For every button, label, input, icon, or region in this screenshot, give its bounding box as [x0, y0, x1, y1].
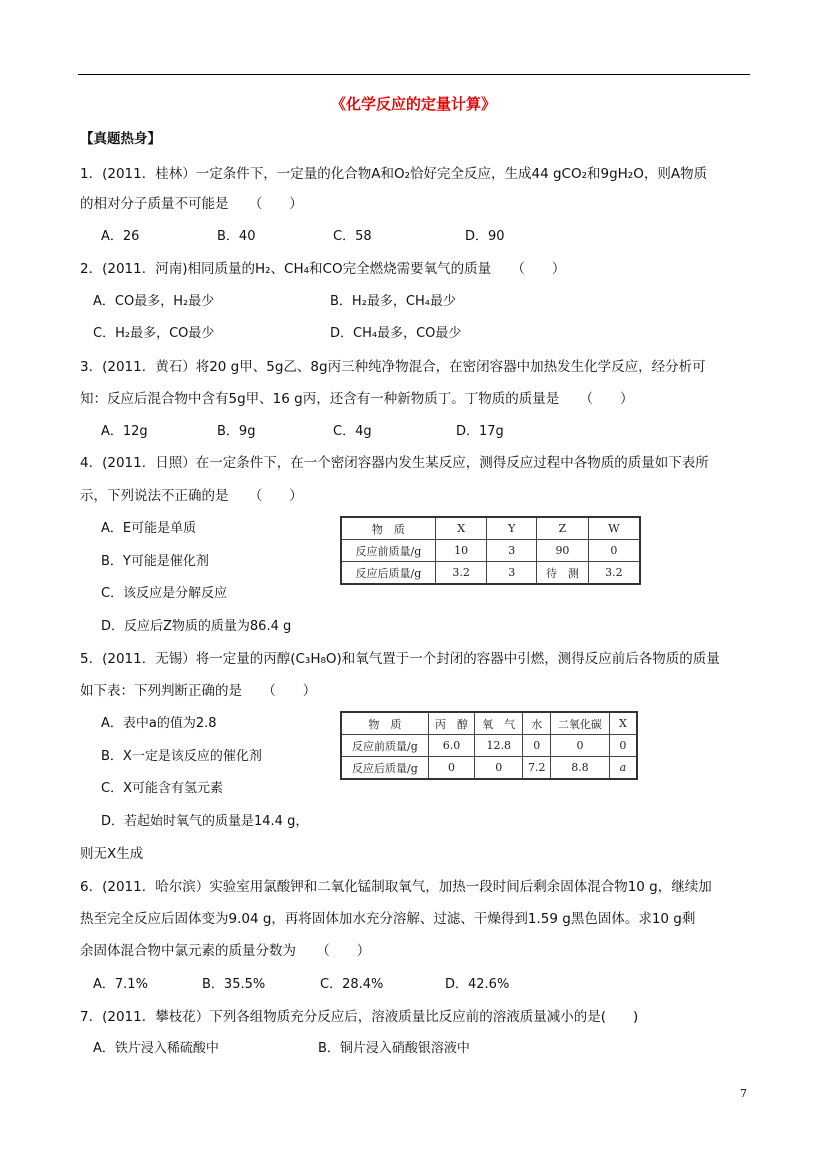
q6-option-d: D．42.6%: [445, 977, 510, 992]
table-cell: 待 测: [537, 562, 589, 585]
question-3-line-2: 知：反应后混合物中含有5g甲、16 g丙，还含有一种新物质丁。丁物质的质量是 （ ）: [80, 391, 634, 407]
table-header-row: [341, 712, 637, 735]
page-title: 《化学反应的定量计算》: [330, 95, 496, 113]
q1-option-a: A．26: [101, 229, 140, 244]
table-cell: 90: [537, 540, 589, 562]
q6-option-c: C．28.4%: [320, 977, 384, 992]
table-cell: 反应前质量/g: [341, 540, 435, 562]
q3-option-c: C．4g: [333, 424, 372, 439]
table-cell: 3: [487, 562, 537, 585]
table-cell: 0: [475, 757, 523, 780]
table-cell: W: [588, 517, 640, 540]
q5-option-b: B．X一定是该反应的催化剂: [101, 749, 262, 764]
table-cell: 0: [523, 735, 551, 757]
question-7-line-1: 7．(2011．攀枝花）下列各组物质充分反应后，溶液质量比反应前的溶液质量减小的是( ): [80, 1009, 639, 1025]
table-cell: 3.2: [435, 562, 487, 585]
question-1-line-2: 的相对分子质量不可能是 （ ）: [80, 196, 303, 212]
question-6-line-3: 余固体混合物中氯元素的质量分数为 （ ）: [80, 943, 371, 959]
q2-option-b: B．H₂最多，CH₄最少: [330, 294, 456, 309]
q7-option-a: A．铁片浸入稀硫酸中: [93, 1041, 219, 1056]
q5-option-a: A．表中a的值为2.8: [101, 716, 217, 731]
q2-option-d: D．CH₄最多，CO最少: [330, 326, 462, 341]
question-5-line-2: 如下表：下列判断正确的是 （ ）: [80, 683, 317, 699]
q4-option-b: B．Y可能是催化剂: [101, 554, 209, 569]
table-cell: 二氧化碳: [551, 712, 610, 735]
q4-option-d: D．反应后Z物质的质量为86.4 g: [101, 619, 292, 634]
table-cell: 物 质: [341, 517, 435, 540]
table-cell: 0: [551, 735, 610, 757]
table-header-row: [341, 517, 640, 540]
table-cell: 7.2: [523, 757, 551, 780]
question-2-line-1: 2．(2011．河南)相同质量的H₂、CH₄和CO完全燃烧需要氧气的质量 （ ）: [80, 261, 566, 277]
q5-option-c: C．X可能含有氢元素: [101, 781, 223, 796]
q6-option-a: A．7.1%: [93, 977, 148, 992]
table-row: [341, 540, 640, 562]
q4-option-a: A．E可能是单质: [101, 521, 197, 536]
q2-option-c: C．H₂最多，CO最少: [93, 326, 215, 341]
question-4-line-2: 示，下列说法不正确的是 （ ）: [80, 488, 303, 504]
header-rule: [78, 74, 750, 75]
table-cell: 物 质: [341, 712, 428, 735]
question-6-line-2: 热至完全反应后固体变为9.04 g，再将固体加水充分溶解、过滤、干燥得到1.59 g黑色固体。求10 g剩: [80, 911, 696, 927]
table-cell: 8.8: [551, 757, 610, 780]
table-cell: 12.8: [475, 735, 523, 757]
table-row: [341, 562, 640, 585]
q4-data-table: [340, 516, 641, 585]
table-cell: 3.2: [588, 562, 640, 585]
table-cell: a: [609, 757, 637, 780]
q5-option-d-continued: 则无X生成: [80, 846, 144, 862]
table-cell: 0: [609, 735, 637, 757]
table-cell: 反应后质量/g: [341, 757, 428, 780]
q7-option-b: B．铜片浸入硝酸银溶液中: [318, 1041, 470, 1056]
table-cell: 0: [588, 540, 640, 562]
q5-option-d: D．若起始时氧气的质量是14.4 g，: [101, 814, 309, 829]
table-cell: 反应后质量/g: [341, 562, 435, 585]
page-number: 7: [740, 1087, 747, 1100]
q1-option-d: D．90: [465, 229, 505, 244]
q2-option-a: A．CO最多，H₂最少: [93, 294, 215, 309]
q5-data-table: [340, 711, 638, 780]
question-3-line-1: 3．(2011．黄石）将20 g甲、5g乙、8g丙三种纯净物混合，在密闭容器中加热发生化学反应，经分析可: [80, 359, 706, 375]
table-cell: 反应前质量/g: [341, 735, 428, 757]
question-1-line-1: 1．(2011．桂林）一定条件下，一定量的化合物A和O₂恰好完全反应，生成44 gCO₂和9gH₂O，则A物质: [80, 166, 708, 182]
table-row: [341, 757, 637, 780]
question-5-line-1: 5．(2011．无锡）将一定量的丙醇(C₃H₈O)和氧气置于一个封闭的容器中引燃，测得反应前后各物质的质量: [80, 651, 720, 667]
q6-option-b: B．35.5%: [202, 977, 266, 992]
table-cell: X: [435, 517, 487, 540]
table-cell: 水: [523, 712, 551, 735]
table-cell: 10: [435, 540, 487, 562]
section-heading: 【真题热身】: [80, 131, 161, 147]
table-cell: X: [609, 712, 637, 735]
question-4-line-1: 4．(2011．日照）在一定条件下，在一个密闭容器内发生某反应，测得反应过程中各物质的质量如下表所: [80, 455, 709, 471]
q3-option-b: B．9g: [217, 424, 256, 439]
table-row: [341, 735, 637, 757]
table-cell: Y: [487, 517, 537, 540]
table-cell: 0: [428, 757, 474, 780]
q3-option-a: A．12g: [101, 424, 148, 439]
table-cell: 6.0: [428, 735, 474, 757]
table-cell: 3: [487, 540, 537, 562]
q1-option-c: C．58: [333, 229, 372, 244]
table-cell: 氧 气: [475, 712, 523, 735]
table-cell: Z: [537, 517, 589, 540]
q4-option-c: C．该反应是分解反应: [101, 586, 228, 601]
q3-option-d: D．17g: [456, 424, 504, 439]
question-6-line-1: 6．(2011．哈尔滨）实验室用氯酸钾和二氧化锰制取氧气，加热一段时间后剩余固体混合物10 g，继续加: [80, 879, 712, 895]
table-cell: 丙 醇: [428, 712, 474, 735]
q1-option-b: B．40: [217, 229, 256, 244]
